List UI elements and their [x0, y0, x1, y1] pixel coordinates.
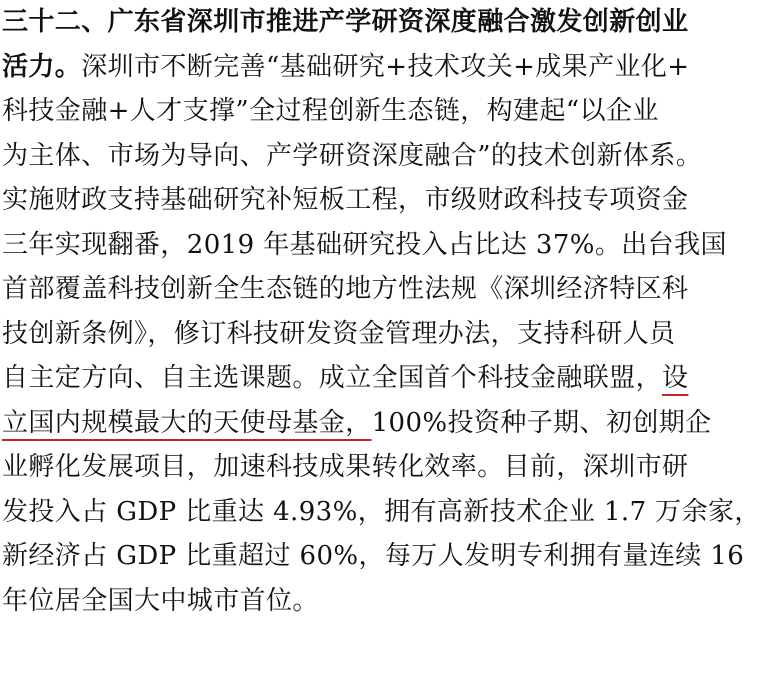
- text-line-7: 首部覆盖科技创新全生态链的地方性法规《深圳经济特区科: [2, 274, 689, 304]
- underlined-text: 设: [662, 363, 689, 393]
- text-line-2: [2, 45, 690, 90]
- section-number: 三十二、: [2, 7, 108, 37]
- text-line-5: 实施财政支持基础研究补短板工程，市级财政科技专项资金: [2, 185, 689, 215]
- section-heading: 广东省深圳市推进产学研资深度融合激发创新创业: [107, 7, 689, 37]
- text-line-11: 业孵化发展项目，加速科技成果转化效率。目前，深圳市研: [2, 452, 689, 482]
- text-line-14: 年位居全国大中城市首位。: [2, 585, 319, 616]
- section-heading-continued: 活力。: [2, 51, 82, 82]
- text-line-9: [2, 356, 689, 401]
- text-line-13: 新经济占 GDP 比重超过 60%，每万人发明专利拥有量连续 16: [2, 541, 745, 571]
- text-line-1: [2, 0, 689, 45]
- text-line-12: 发投入占 GDP 比重达 4.93%，拥有高新技术企业 1.7 万余家，: [2, 496, 761, 527]
- text-line-4: 为主体、市场为导向、产学研资深度融合”的技术创新体系。: [2, 140, 703, 171]
- text-line-10: [2, 401, 712, 446]
- body-text: 100%投资种子期、初创期企: [371, 407, 712, 438]
- text-line-8: 技创新条例》，修订科技研发资金管理办法，支持科研人员: [2, 318, 676, 349]
- body-text: 自主定方向、自主选课题。成立全国首个科技金融联盟，: [2, 363, 663, 393]
- body-text: 深圳市不断完善“基础研究+技术攻关+成果产业化+: [81, 51, 690, 82]
- document-paragraph: [2, 0, 761, 623]
- text-line-6: 三年实现翻番，2019 年基础研究投入占比达 37%。出台我国: [2, 229, 727, 260]
- underlined-text: 立国内规模最大的天使母基金，: [2, 407, 372, 438]
- text-line-3: 科技金融+人才支撑”全过程创新生态链，构建起“以企业: [2, 96, 659, 126]
